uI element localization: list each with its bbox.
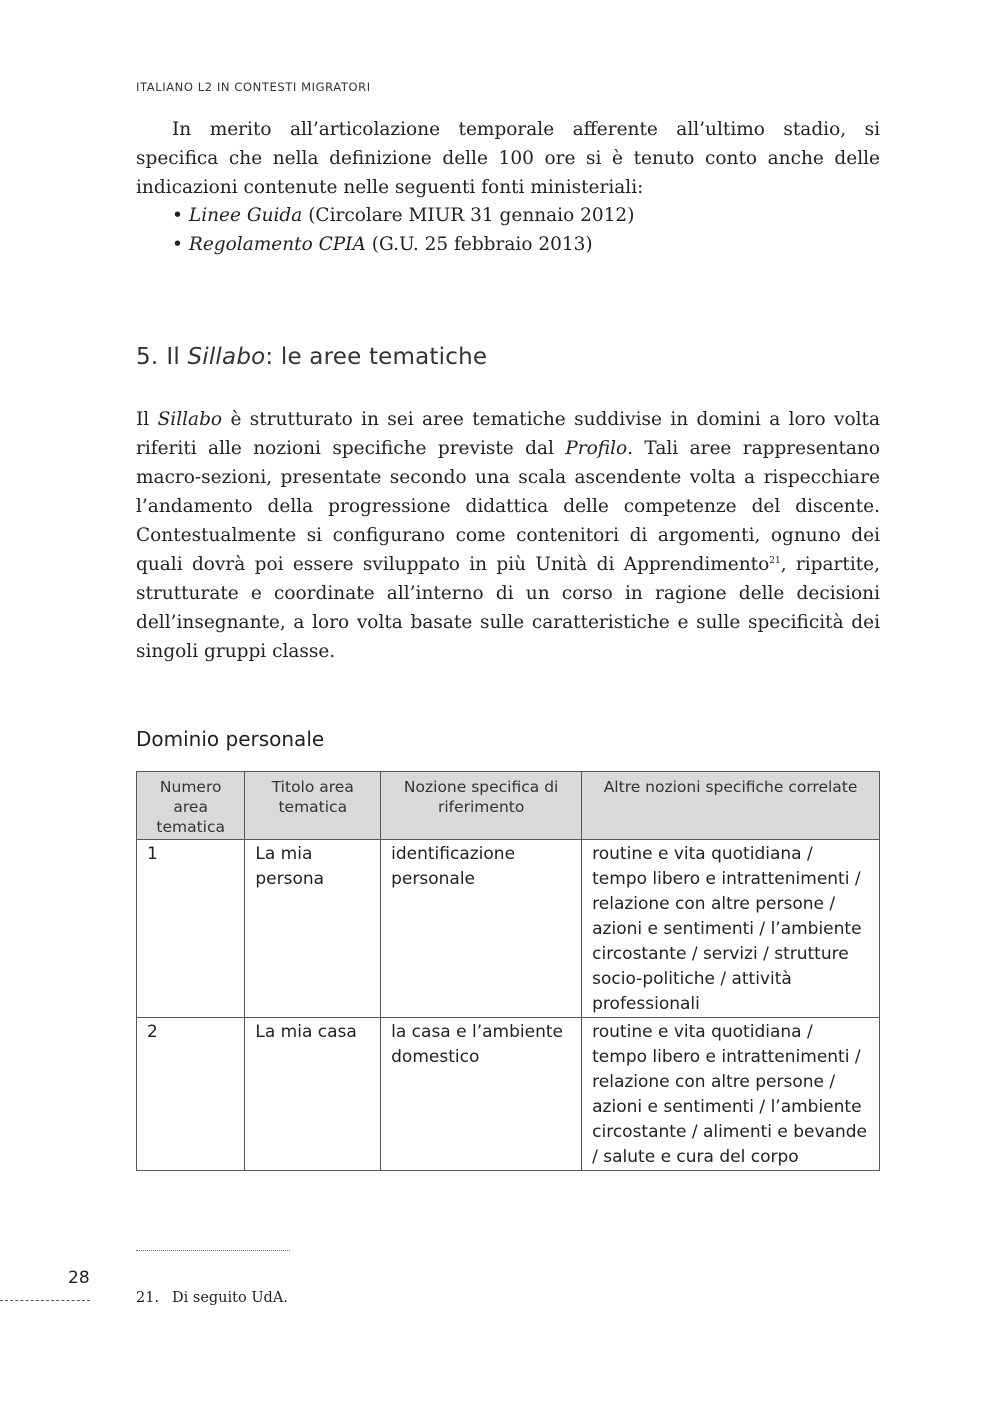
body-text: è strutturato in sei aree tematiche suddivise in domini a loro volta riferiti alle nozioni specifiche previste dal	[136, 409, 880, 459]
table-cell: identificazione personale	[381, 840, 582, 1018]
list-item	[172, 230, 634, 259]
bullet: •	[172, 234, 183, 255]
footnote-divider	[136, 1250, 290, 1251]
source-detail: (Circolare MIUR 31 gennaio 2012)	[308, 205, 635, 226]
table-title: Dominio personale	[136, 727, 325, 751]
section-title-pre: Il	[166, 344, 180, 370]
section-heading	[136, 344, 487, 370]
section-title-italic: Sillabo	[187, 344, 266, 370]
source-detail: (G.U. 25 febbraio 2013)	[371, 234, 593, 255]
list-item	[172, 201, 634, 230]
section-title-post: : le aree tematiche	[265, 344, 488, 370]
intro-paragraph: In merito all’articolazione temporale afferente all’ultimo stadio, si specifica che nella definizione delle 100 ore si è tenuto conto anche delle indicazioni contenute nelle seguenti fonti ministeriali:	[136, 119, 880, 198]
header-cell: Altre nozioni specifiche correlate	[582, 772, 880, 840]
table-row	[137, 840, 880, 1018]
table-cell: 1	[137, 840, 245, 1018]
footnote-ref[interactable]: 21	[769, 555, 781, 566]
bullet: •	[172, 205, 183, 226]
margin-divider	[0, 1300, 90, 1301]
source-title: Regolamento CPIA	[188, 234, 366, 255]
body-text: Il	[136, 409, 150, 430]
footnote-number: 21.	[136, 1290, 160, 1306]
body-text: , ripartite, strutturate e coordinate all’interno di un corso in ragione delle decisioni dell’insegnante, a loro volta basate sulle caratteristiche e sulle specificità dei singoli gruppi classe.	[136, 554, 881, 662]
table-cell: La mia casa	[245, 1018, 381, 1171]
source-title: Linee Guida	[188, 205, 303, 226]
sources-list	[172, 201, 634, 259]
body-paragraph	[136, 405, 880, 666]
domain-table	[136, 771, 880, 1171]
section-number: 5.	[136, 344, 159, 370]
header-cell: Numero area tematica	[137, 772, 245, 840]
table-row	[137, 1018, 880, 1171]
table-cell: 2	[137, 1018, 245, 1171]
header-cell: Titolo area tematica	[245, 772, 381, 840]
table-cell: routine e vita quotidiana / tempo libero e intrattenimenti / relazione con altre persone / azioni e sentimenti / l’ambiente circostante / alimenti e bevande / salute e cura del corpo	[582, 1018, 880, 1171]
table-header-row	[137, 772, 880, 840]
footnote	[136, 1290, 288, 1306]
table-cell: la casa e l’ambiente domestico	[381, 1018, 582, 1171]
body-text: . Tali aree rappresentano macro-sezioni, presentate secondo una scala ascendente volta a rispecchiare l’andamento della progressione didattica delle competenze del discente. Contestualmente si configurano come contenitori di argomenti, ognuno dei quali dovrà poi essere sviluppato in più Unità di Apprendimento	[136, 438, 880, 575]
running-head: ITALIANO L2 IN CONTESTI MIGRATORI	[136, 80, 371, 94]
body-italic: Profilo	[565, 438, 628, 459]
header-cell: Nozione specifica di riferimento	[381, 772, 582, 840]
table-cell: La mia persona	[245, 840, 381, 1018]
page-number: 28	[68, 1268, 90, 1288]
body-italic: Sillabo	[157, 409, 223, 430]
table-cell: routine e vita quotidiana / tempo libero e intrattenimenti / relazione con altre persone / azioni e sentimenti / l’ambiente circostante / servizi / strutture socio-politiche / attività professionali	[582, 840, 880, 1018]
footnote-text: Di seguito UdA.	[172, 1290, 288, 1306]
